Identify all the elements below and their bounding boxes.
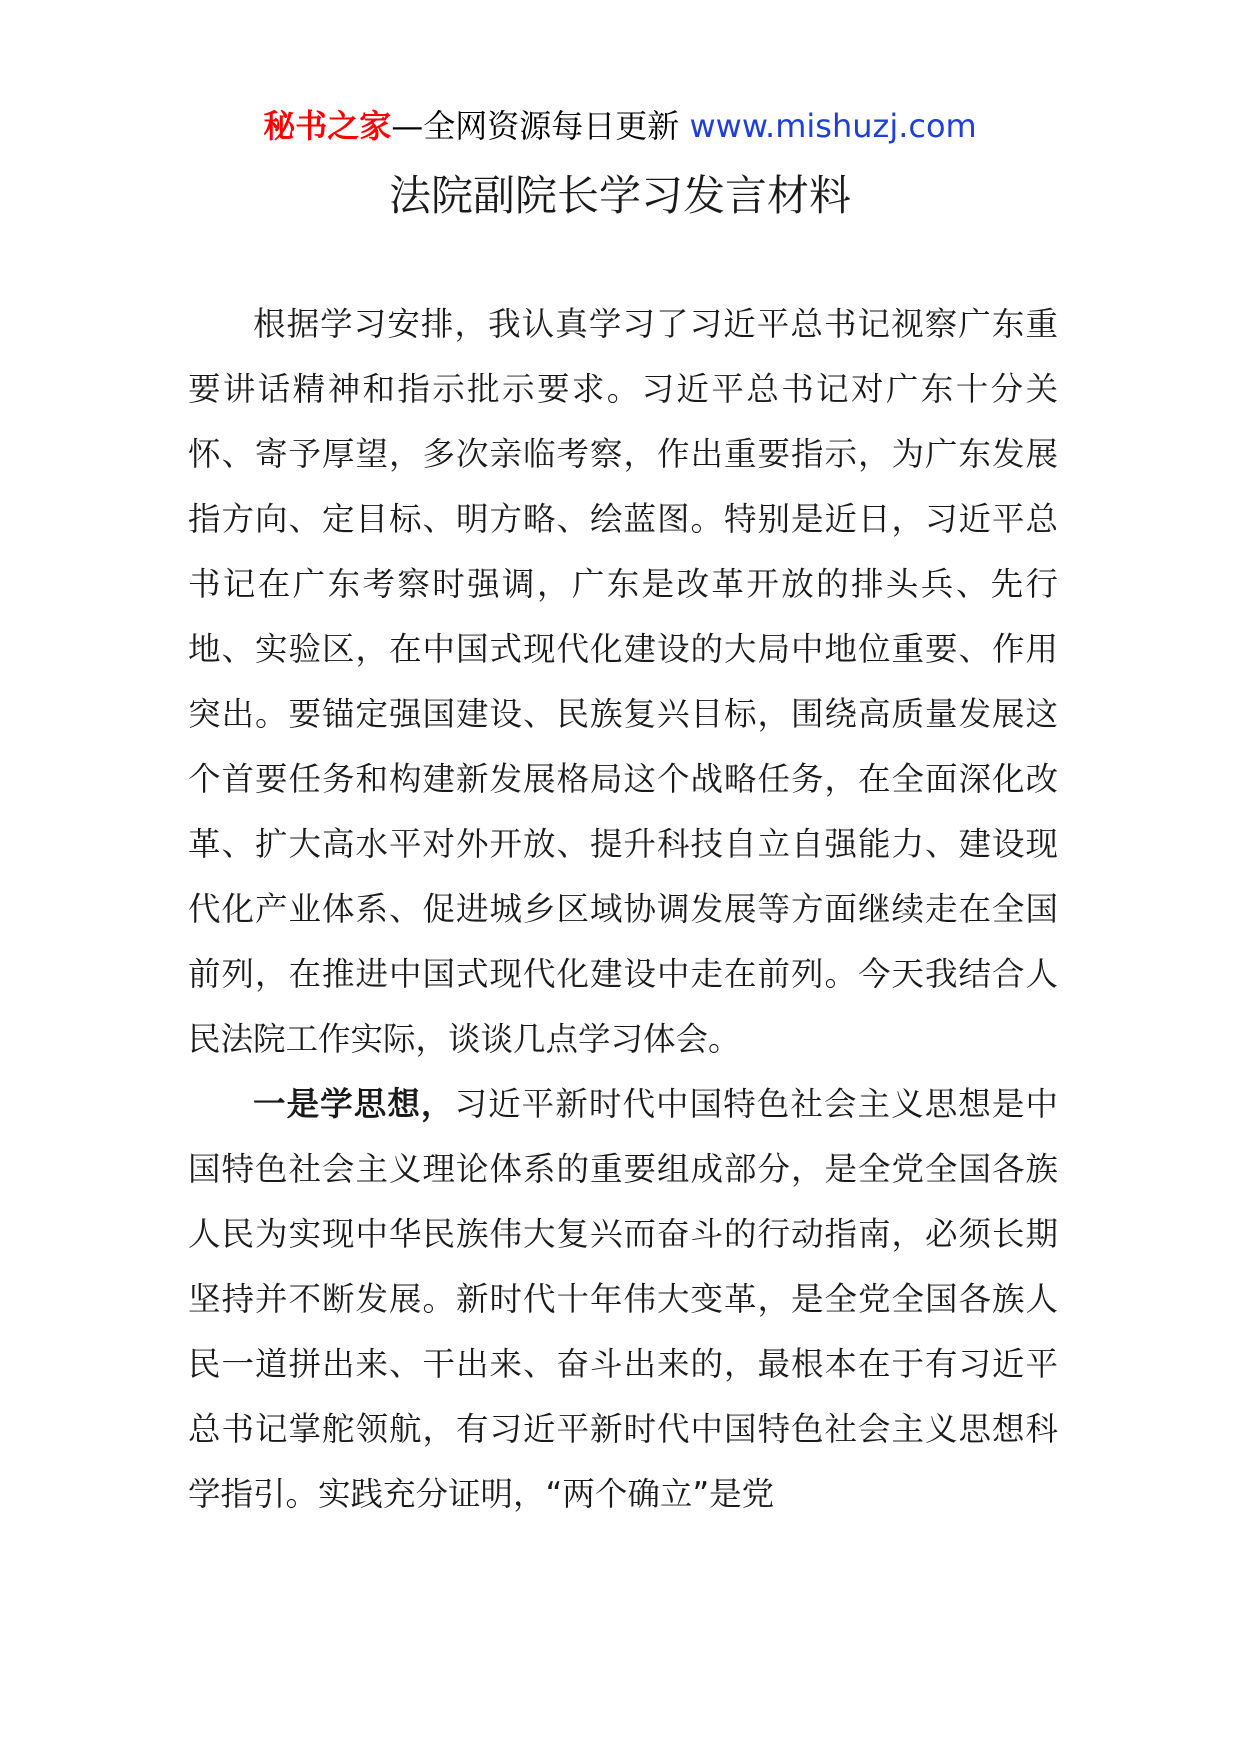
body-paragraph: [188, 1072, 1058, 1527]
body-paragraph: [188, 292, 1058, 1072]
site-header: [0, 104, 1240, 148]
paragraph-text: 根据学习安排，我认真学习了习近平总书记视察广东重要讲话精神和指示批示要求。习近平总书记对广东十分关怀、寄予厚望，多次亲临考察，作出重要指示，为广东发展指方向、定目标、明方略、绘蓝图。特别是近日，习近平总书记在广东考察时强调，广东是改革开放的排头兵、先行地、实验区，在中国式现代化建设的大局中地位重要、作用突出。要锚定强国建设、民族复兴目标，围绕高质量发展这个首要任务和构建新发展格局这个战略任务，在全面深化改革、扩大高水平对外开放、提升科技自立自强能力、建设现代化产业体系、促进城乡区域协调发展等方面继续走在全国前列，在推进中国式现代化建设中走在前列。今天我结合人民法院工作实际，谈谈几点学习体会。: [188, 305, 1058, 1058]
paragraph-text: 习近平新时代中国特色社会主义思想是中国特色社会主义理论体系的重要组成部分，是全党全国各族人民为实现中华民族伟大复兴而奋斗的行动指南，必须长期坚持并不断发展。新时代十年伟大变革，是全党全国各族人民一道拼出来、干出来、奋斗出来的，最根本在于有习近平总书记掌舵领航，有习近平新时代中国特色社会主义思想科学指引。实践充分证明，“两个确立”是党: [188, 1085, 1058, 1513]
site-tagline: —全网资源每日更新: [391, 107, 680, 145]
paragraph-lead: 一是学思想，: [253, 1085, 455, 1123]
document-body: [188, 292, 1058, 1527]
site-url-link[interactable]: www.mishuzj.com: [689, 107, 977, 145]
site-brand: 秘书之家: [263, 107, 392, 145]
document-title: 法院副院长学习发言材料: [388, 171, 851, 220]
